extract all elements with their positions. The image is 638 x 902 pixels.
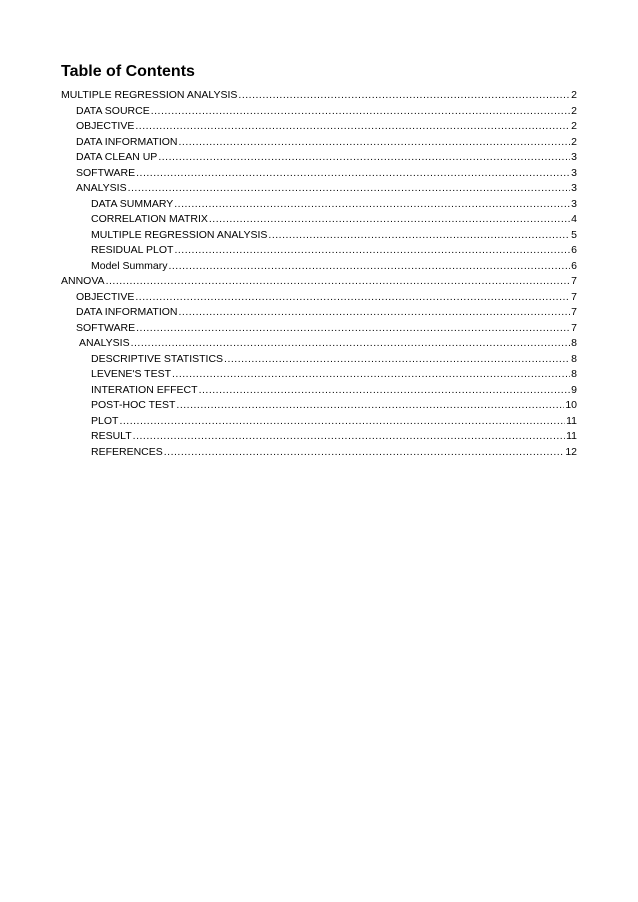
toc-entry-page-number[interactable]: 8 (571, 368, 577, 380)
toc-dot-leader (135, 290, 570, 306)
toc-dot-leader (179, 135, 571, 151)
toc-entry[interactable] (61, 212, 577, 228)
toc-entry-label[interactable]: SOFTWARE (76, 321, 136, 334)
toc-entry-page-number[interactable]: 2 (571, 104, 577, 117)
toc-entry-page-number[interactable]: 2 (571, 120, 577, 132)
toc-entry[interactable] (61, 88, 577, 104)
toc-entry-page-number[interactable]: 7 (571, 275, 577, 287)
toc-entry[interactable] (61, 119, 577, 135)
toc-dot-leader (209, 212, 570, 228)
toc-list (61, 88, 577, 460)
toc-entry[interactable] (61, 305, 577, 321)
toc-entry-page-number[interactable]: 3 (571, 166, 577, 179)
toc-entry-label[interactable]: POST-HOC TEST (91, 399, 176, 411)
toc-entry-label[interactable]: PLOT (91, 414, 119, 427)
toc-entry-label[interactable]: DATA CLEAN UP (76, 151, 158, 163)
toc-entry[interactable] (61, 104, 577, 120)
toc-dot-leader (224, 352, 570, 368)
toc-entry[interactable] (61, 429, 577, 445)
toc-entry[interactable] (61, 150, 577, 166)
toc-dot-leader (172, 367, 570, 383)
toc-entry-page-number[interactable]: 2 (571, 89, 577, 101)
toc-entry-label[interactable]: OBJECTIVE (76, 290, 135, 303)
toc-entry-page-number[interactable]: 10 (565, 399, 577, 411)
toc-entry-page-number[interactable]: 8 (571, 352, 577, 365)
toc-entry-label[interactable]: DATA SOURCE (76, 104, 150, 117)
toc-entry[interactable] (61, 181, 577, 197)
toc-entry-label[interactable]: RESULT (91, 430, 132, 442)
toc-entry-page-number[interactable]: 7 (571, 290, 577, 303)
toc-entry[interactable] (61, 228, 577, 244)
toc-entry-page-number[interactable]: 3 (571, 197, 577, 210)
toc-entry-page-number[interactable]: 9 (571, 383, 577, 396)
toc-entry-page-number[interactable]: 6 (571, 259, 577, 272)
toc-dot-leader (128, 181, 571, 197)
toc-entry[interactable] (61, 445, 577, 461)
toc-entry-page-number[interactable]: 3 (571, 151, 577, 163)
toc-entry[interactable] (61, 414, 577, 430)
toc-entry-label[interactable]: OBJECTIVE (76, 120, 135, 132)
toc-entry-label[interactable]: Model Summary (91, 259, 168, 272)
toc-entry-page-number[interactable]: 11 (566, 430, 577, 442)
toc-entry[interactable] (61, 197, 577, 213)
toc-entry-page-number[interactable]: 7 (571, 306, 577, 318)
toc-entry[interactable] (61, 166, 577, 182)
toc-entry-page-number[interactable]: 11 (566, 414, 577, 427)
toc-entry-label[interactable]: ANALYSIS (76, 182, 127, 194)
toc-entry-label[interactable]: CORRELATION MATRIX (91, 213, 208, 225)
toc-title: Table of Contents (61, 63, 195, 80)
toc-entry-page-number[interactable]: 3 (571, 182, 577, 194)
toc-entry[interactable] (61, 398, 577, 414)
toc-dot-leader (168, 259, 570, 275)
toc-entry[interactable] (61, 259, 577, 275)
toc-entry[interactable] (61, 135, 577, 151)
toc-dot-leader (179, 305, 571, 321)
toc-dot-leader (158, 150, 570, 166)
toc-entry-label[interactable]: LEVENE'S TEST (91, 368, 172, 380)
toc-dot-leader (133, 429, 565, 445)
toc-entry-label[interactable]: ANALYSIS (79, 337, 130, 349)
toc-entry[interactable] (61, 274, 577, 290)
toc-entry-page-number[interactable]: 2 (571, 135, 577, 148)
toc-dot-leader (119, 414, 565, 430)
toc-dot-leader (174, 197, 570, 213)
toc-entry[interactable] (61, 243, 577, 259)
toc-entry-label[interactable]: MULTIPLE REGRESSION ANALYSIS (91, 228, 268, 241)
toc-dot-leader (176, 398, 564, 414)
toc-dot-leader (135, 119, 570, 135)
toc-entry-label[interactable]: DATA INFORMATION (76, 135, 178, 148)
toc-entry-page-number[interactable]: 5 (571, 228, 577, 241)
toc-dot-leader (136, 166, 570, 182)
toc-dot-leader (106, 274, 571, 290)
toc-entry-label[interactable]: SOFTWARE (76, 166, 136, 179)
toc-entry-label[interactable]: RESIDUAL PLOT (91, 244, 174, 256)
toc-entry-page-number[interactable]: 8 (571, 337, 577, 349)
toc-entry[interactable] (61, 290, 577, 306)
toc-entry-page-number[interactable]: 6 (571, 244, 577, 256)
toc-dot-leader (268, 228, 570, 244)
toc-entry[interactable] (61, 321, 577, 337)
toc-dot-leader (131, 336, 571, 352)
toc-entry[interactable] (61, 367, 577, 383)
toc-dot-leader (164, 445, 565, 461)
toc-entry[interactable] (61, 352, 577, 368)
toc-entry-label[interactable]: ANNOVA (61, 275, 105, 287)
toc-dot-leader (199, 383, 571, 399)
toc-entry-label[interactable]: DATA INFORMATION (76, 306, 178, 318)
toc-entry-page-number[interactable]: 4 (571, 213, 577, 225)
toc-dot-leader (151, 104, 570, 120)
toc-dot-leader (136, 321, 570, 337)
toc-entry-label[interactable]: DESCRIPTIVE STATISTICS (91, 352, 224, 365)
toc-entry-page-number[interactable]: 7 (571, 321, 577, 334)
toc-dot-leader (174, 243, 570, 259)
toc-entry[interactable] (61, 336, 577, 352)
toc-entry-page-number[interactable]: 12 (565, 445, 577, 458)
toc-entry-label[interactable]: MULTIPLE REGRESSION ANALYSIS (61, 89, 238, 101)
toc-entry-label[interactable]: DATA SUMMARY (91, 197, 174, 210)
toc-entry-label[interactable]: REFERENCES (91, 445, 163, 458)
toc-dot-leader (238, 88, 570, 104)
toc-entry[interactable] (61, 383, 577, 399)
toc-entry-label[interactable]: INTERATION EFFECT (91, 383, 198, 396)
